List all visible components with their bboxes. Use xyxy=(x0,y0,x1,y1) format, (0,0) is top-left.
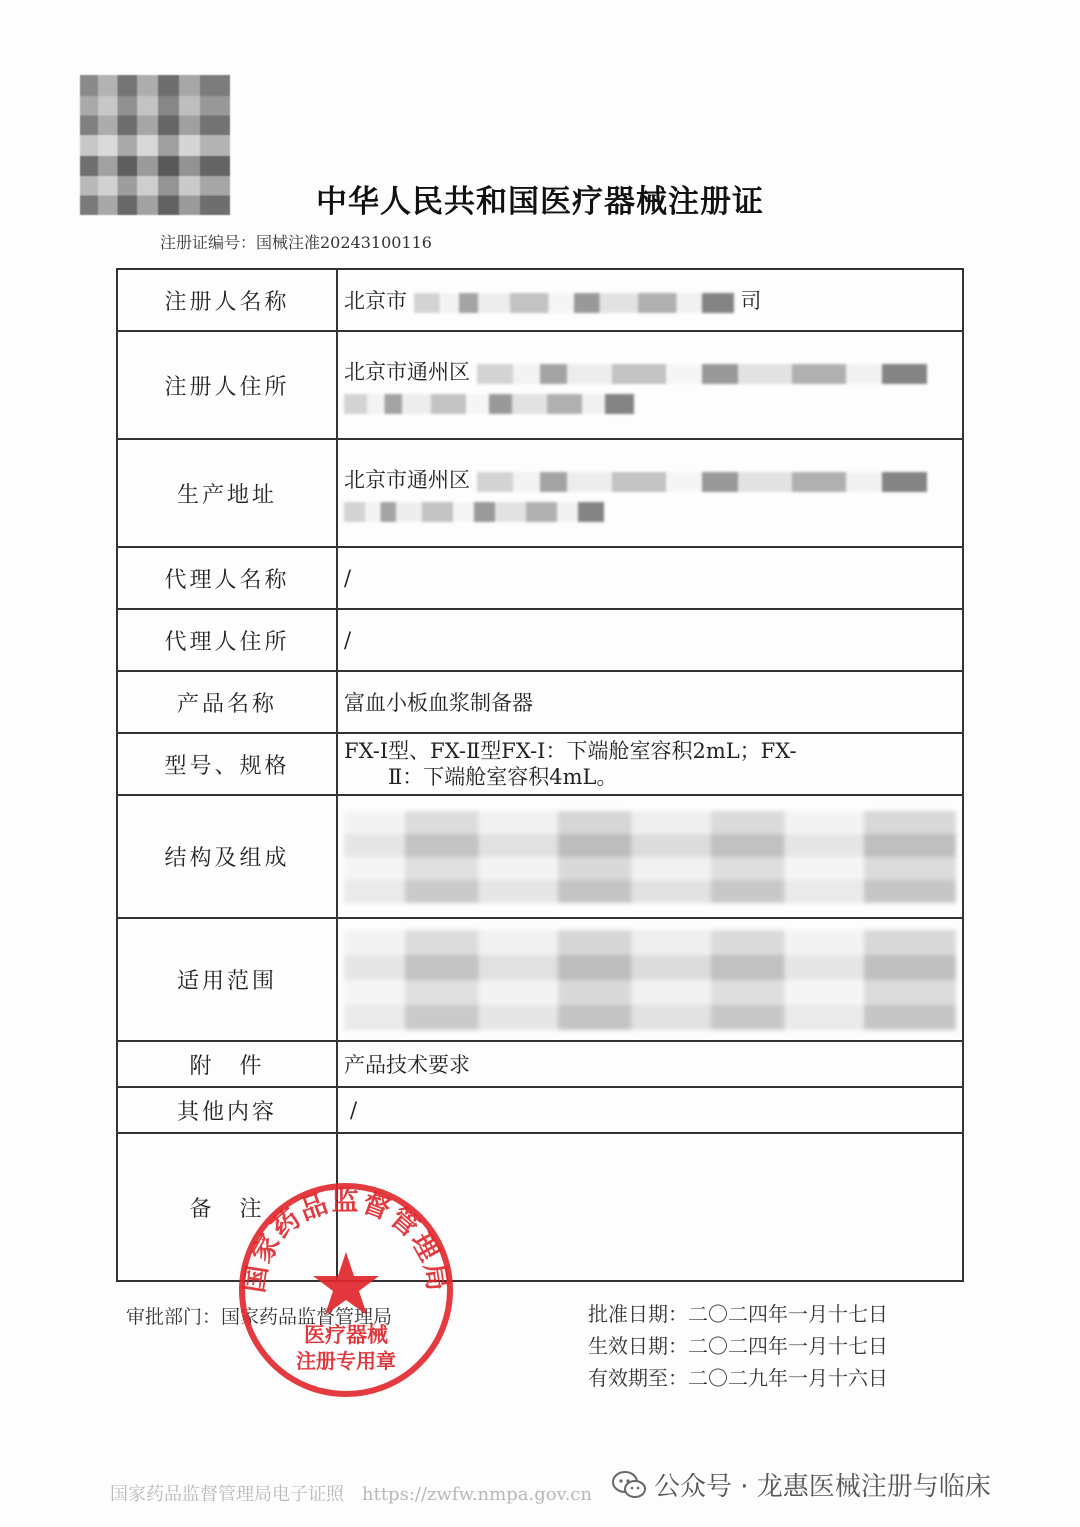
row-value-agent-address: / xyxy=(337,609,963,671)
redacted-block xyxy=(344,930,956,1030)
table-row xyxy=(117,439,963,547)
redacted-text xyxy=(477,472,927,492)
e-license-footer: 国家药品监督管理局电子证照 https://zwfw.nmpa.gov.cn xyxy=(110,1484,592,1505)
row-label: 适用范围 xyxy=(117,918,337,1041)
table-row xyxy=(117,609,963,671)
official-seal-stamp xyxy=(236,1180,456,1400)
table-row xyxy=(117,918,963,1041)
table-row xyxy=(117,795,963,918)
table-row xyxy=(117,1041,963,1087)
stamp-ring-text: 国家药品监督管理局 xyxy=(239,1186,453,1295)
row-label: 附 件 xyxy=(117,1041,337,1087)
row-value-scope xyxy=(337,918,963,1041)
row-value-structure xyxy=(337,795,963,918)
document-title: 中华人民共和国医疗器械注册证 xyxy=(316,184,764,220)
row-value-production-address: 北京市通州区 xyxy=(337,439,963,547)
row-value-agent-name: / xyxy=(337,547,963,609)
redacted-text xyxy=(477,364,927,384)
table-row xyxy=(117,331,963,439)
row-value-registrant-name: 北京市 司 xyxy=(337,269,963,331)
approval-date: 批准日期：二〇二四年一月十七日 xyxy=(588,1302,888,1326)
stamp-inner-line2: 注册专用章 xyxy=(296,1349,396,1373)
row-label: 产品名称 xyxy=(117,671,337,733)
table-row xyxy=(117,547,963,609)
row-label: 注册人住所 xyxy=(117,331,337,439)
redacted-text xyxy=(344,394,634,414)
approval-department: 审批部门：国家药品监督管理局 xyxy=(126,1306,393,1328)
row-label: 代理人名称 xyxy=(117,547,337,609)
row-label: 生产地址 xyxy=(117,439,337,547)
redacted-block xyxy=(344,811,956,903)
table-row xyxy=(117,269,963,331)
table-row xyxy=(117,733,963,795)
valid-until-date: 有效期至：二〇二九年一月十六日 xyxy=(588,1366,888,1390)
table-row xyxy=(117,1087,963,1133)
row-label: 注册人名称 xyxy=(117,269,337,331)
wechat-account-text: 公众号 · 龙惠医械注册与临床 xyxy=(654,1472,991,1502)
row-value-registrant-address: 北京市通州区 xyxy=(337,331,963,439)
row-value-product-name: 富血小板血浆制备器 xyxy=(337,671,963,733)
row-label: 结构及组成 xyxy=(117,795,337,918)
certificate-table xyxy=(116,268,964,1282)
redacted-text xyxy=(344,502,604,522)
row-value-other: / xyxy=(337,1087,963,1133)
cert-number: 注册证编号：国械注准20243100116 xyxy=(160,233,432,252)
stamp-inner-line1: 医疗器械 xyxy=(304,1323,388,1347)
row-value-model-spec: FX-Ⅰ型、FX-Ⅱ型FX-Ⅰ：下端舱室容积2mL；FX- Ⅱ：下端舱室容积4mL。 xyxy=(337,733,963,795)
row-label: 代理人住所 xyxy=(117,609,337,671)
row-value-attachment: 产品技术要求 xyxy=(337,1041,963,1087)
row-label: 其他内容 xyxy=(117,1087,337,1133)
dates-block xyxy=(588,1298,888,1394)
star-icon xyxy=(313,1252,379,1315)
wechat-icon xyxy=(612,1471,646,1499)
row-label: 型号、规格 xyxy=(117,733,337,795)
row-label: 备 注 xyxy=(117,1133,337,1281)
wechat-watermark xyxy=(612,1466,991,1503)
redacted-text xyxy=(414,293,734,313)
table-row xyxy=(117,671,963,733)
effective-date: 生效日期：二〇二四年一月十七日 xyxy=(588,1334,888,1358)
